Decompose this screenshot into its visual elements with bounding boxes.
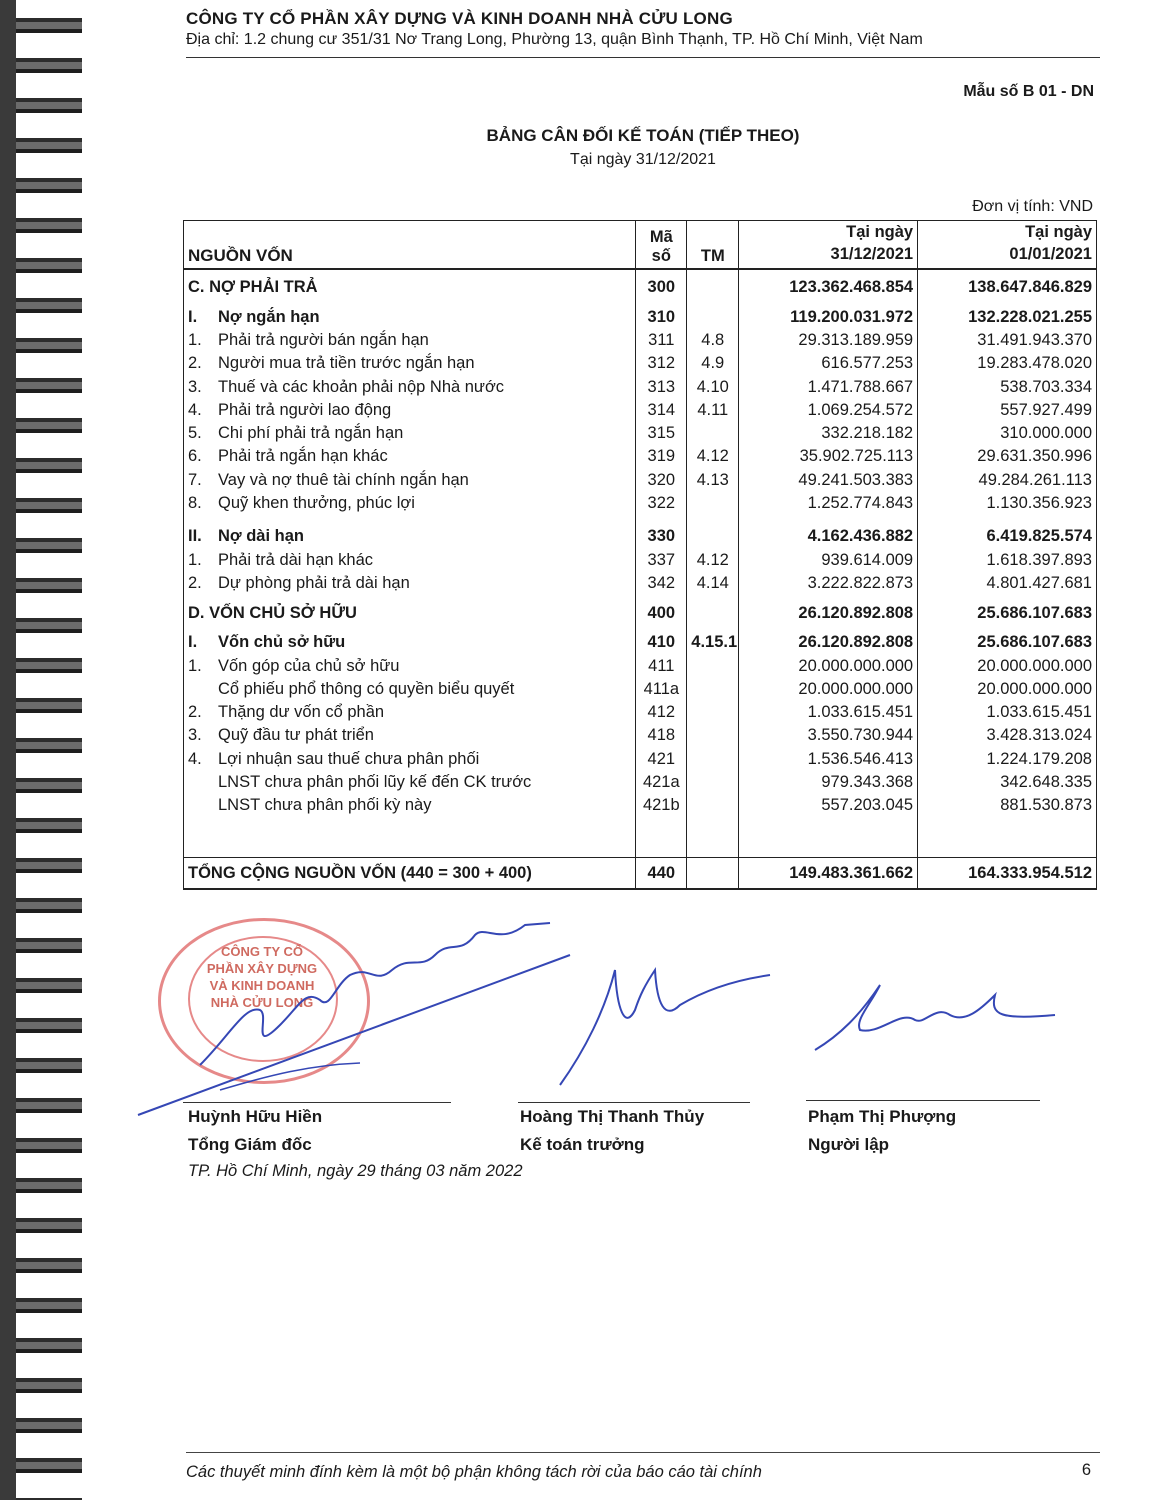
row-label: C. NỢ PHẢI TRẢ [188, 278, 318, 297]
place-date: TP. Hồ Chí Minh, ngày 29 tháng 03 năm 2022 [188, 1162, 523, 1180]
row-note [687, 654, 739, 677]
row-current-value: 979.343.368 [739, 771, 918, 794]
row-name-cell [184, 631, 636, 654]
spacer-cell [739, 515, 918, 525]
spacer-cell [687, 515, 739, 525]
row-note: 4.11 [687, 399, 739, 422]
signature-block-chief-accountant [520, 1107, 704, 1155]
row-current-value: 29.313.189.959 [739, 329, 918, 352]
currency-unit: Đơn vị tính: VND [972, 198, 1093, 215]
row-code: 342 [636, 572, 687, 595]
header-code-line2: số [651, 246, 671, 265]
row-index: II. [188, 527, 202, 546]
row-label: LNST chưa phân phối kỳ này [218, 796, 432, 815]
row-name-cell [184, 724, 636, 747]
table-row [184, 306, 1097, 329]
report-title: BẢNG CÂN ĐỐI KẾ TOÁN (TIẾP THEO) [486, 126, 800, 145]
row-note: 4.12 [687, 549, 739, 572]
table-row [184, 701, 1097, 724]
table-row [184, 748, 1097, 771]
row-previous-value: 881.530.873 [918, 794, 1097, 817]
row-name-cell [184, 525, 636, 548]
total-row [184, 858, 1097, 890]
row-current-value: 332.218.182 [739, 422, 918, 445]
row-previous-value: 25.686.107.683 [918, 595, 1097, 631]
header-previous-line2: 01/01/2021 [1009, 245, 1092, 264]
row-name-cell [184, 701, 636, 724]
table-row [184, 269, 1097, 306]
row-note [687, 748, 739, 771]
header-current-line1: Tại ngày [846, 223, 914, 241]
row-code: 320 [636, 469, 687, 492]
row-previous-value: 1.224.179.208 [918, 748, 1097, 771]
row-label: Phải trả người lao động [218, 400, 392, 419]
row-current-value: 3.222.822.873 [739, 572, 918, 595]
table-row [184, 469, 1097, 492]
row-current-value: 1.536.546.413 [739, 748, 918, 771]
row-code: 312 [636, 352, 687, 375]
table-row [184, 572, 1097, 595]
row-name-cell [184, 549, 636, 572]
row-name-cell [184, 329, 636, 352]
spacer-cell [918, 515, 1097, 525]
row-index: 4. [188, 400, 202, 419]
table-row [184, 549, 1097, 572]
row-label: Quỹ đầu tư phát triển [218, 726, 374, 745]
row-code: 337 [636, 549, 687, 572]
row-previous-value: 310.000.000 [918, 422, 1097, 445]
row-current-value: 35.902.725.113 [739, 445, 918, 468]
row-current-value: 1.033.615.451 [739, 701, 918, 724]
row-note [687, 794, 739, 817]
row-code: 319 [636, 445, 687, 468]
row-name-cell [184, 748, 636, 771]
row-note [687, 678, 739, 701]
total-code: 440 [636, 858, 687, 890]
row-note [687, 492, 739, 515]
signature-line-1 [183, 1102, 451, 1103]
total-note [687, 858, 739, 890]
row-note [687, 269, 739, 306]
row-label: Vay và nợ thuê tài chính ngắn hạn [218, 470, 469, 489]
signer-name: Huỳnh Hữu Hiền [188, 1107, 323, 1126]
table-row [184, 794, 1097, 817]
row-index: 2. [188, 354, 202, 373]
row-previous-value: 20.000.000.000 [918, 678, 1097, 701]
row-current-value: 119.200.031.972 [739, 306, 918, 329]
row-label: Chi phí phải trả ngắn hạn [218, 424, 404, 443]
row-current-value: 26.120.892.808 [739, 595, 918, 631]
row-code: 410 [636, 631, 687, 654]
row-code: 310 [636, 306, 687, 329]
row-previous-value: 6.419.825.574 [918, 525, 1097, 548]
row-note [687, 771, 739, 794]
spiral-binding [0, 0, 82, 1500]
spacer-cell [184, 515, 636, 525]
signer-role: Tổng Giám đốc [188, 1135, 312, 1154]
row-previous-value: 20.000.000.000 [918, 654, 1097, 677]
row-code: 418 [636, 724, 687, 747]
table-row [184, 654, 1097, 677]
row-label: Phải trả ngắn hạn khác [218, 447, 388, 466]
row-code: 315 [636, 422, 687, 445]
spacer-cell [918, 817, 1097, 858]
signer-role: Kế toán trưởng [520, 1135, 645, 1154]
table-row [184, 375, 1097, 398]
row-label: Thặng dư vốn cổ phần [218, 703, 385, 722]
row-index: I. [188, 633, 198, 652]
header-code-line1: Mã [649, 227, 673, 246]
row-name-cell [184, 399, 636, 422]
row-previous-value: 29.631.350.996 [918, 445, 1097, 468]
row-note [687, 306, 739, 329]
table-header-row [184, 221, 1097, 269]
spacer-row [184, 515, 1097, 525]
row-previous-value: 31.491.943.370 [918, 329, 1097, 352]
row-name-cell [184, 654, 636, 677]
row-current-value: 20.000.000.000 [739, 654, 918, 677]
table-row [184, 595, 1097, 631]
page-number: 6 [1081, 1461, 1091, 1479]
company-name: CÔNG TY CỔ PHẦN XÂY DỰNG VÀ KINH DOANH NHÀ CỬU LONG [186, 9, 733, 28]
spacer-cell [636, 817, 687, 858]
row-code: 421 [636, 748, 687, 771]
row-name-cell [184, 422, 636, 445]
row-code: 411 [636, 654, 687, 677]
row-label: Nợ dài hạn [218, 527, 304, 546]
signer-name: Phạm Thị Phượng [808, 1107, 957, 1126]
table-row [184, 525, 1097, 548]
row-index: 1. [188, 330, 202, 349]
row-name-cell [184, 595, 636, 631]
row-index: I. [188, 307, 198, 326]
row-label: LNST chưa phân phối lũy kế đến CK trước [218, 773, 532, 792]
header-divider [186, 57, 1100, 58]
row-previous-value: 1.618.397.893 [918, 549, 1097, 572]
table-row [184, 631, 1097, 654]
row-note [687, 595, 739, 631]
table-row [184, 329, 1097, 352]
row-code: 314 [636, 399, 687, 422]
total-current-value: 149.483.361.662 [739, 858, 918, 890]
row-note: 4.10 [687, 375, 739, 398]
row-label: Quỹ khen thưởng, phúc lợi [218, 494, 415, 513]
table-row [184, 352, 1097, 375]
signature-block-preparer [808, 1107, 956, 1155]
row-code: 322 [636, 492, 687, 515]
table-row [184, 724, 1097, 747]
row-label: Nợ ngắn hạn [218, 307, 320, 326]
row-index: 8. [188, 494, 202, 513]
row-note [687, 422, 739, 445]
row-previous-value: 19.283.478.020 [918, 352, 1097, 375]
row-current-value: 1.069.254.572 [739, 399, 918, 422]
row-index: 5. [188, 424, 202, 443]
row-previous-value: 3.428.313.024 [918, 724, 1097, 747]
row-note: 4.14 [687, 572, 739, 595]
row-label: D. VỐN CHỦ SỞ HỮU [188, 603, 357, 622]
header-current-line2: 31/12/2021 [830, 245, 914, 264]
row-current-value: 557.203.045 [739, 794, 918, 817]
signature-ceo [130, 915, 590, 1125]
row-current-value: 616.577.253 [739, 352, 918, 375]
row-name-cell [184, 771, 636, 794]
row-name-cell [184, 445, 636, 468]
row-label: Vốn chủ sở hữu [218, 633, 346, 652]
row-name-cell [184, 269, 636, 306]
signature-line-3 [806, 1100, 1040, 1101]
spacer-cell [739, 817, 918, 858]
row-label: Dự phòng phải trả dài hạn [218, 573, 410, 592]
row-code: 300 [636, 269, 687, 306]
row-label: Phải trả dài hạn khác [218, 550, 374, 569]
header-name: NGUỒN VỐN [184, 221, 636, 269]
row-label: Lợi nhuận sau thuế chưa phân phối [218, 749, 480, 768]
row-name-cell [184, 469, 636, 492]
row-previous-value: 138.647.846.829 [918, 269, 1097, 306]
row-index: 2. [188, 703, 202, 722]
footer-note: Các thuyết minh đính kèm là một bộ phận không tách rời của báo cáo tài chính [186, 1463, 762, 1481]
row-code: 330 [636, 525, 687, 548]
row-note [687, 701, 739, 724]
table-row [184, 771, 1097, 794]
row-previous-value: 49.284.261.113 [918, 469, 1097, 492]
total-label: TỔNG CỘNG NGUỒN VỐN (440 = 300 + 400) [184, 858, 636, 890]
row-code: 400 [636, 595, 687, 631]
row-name-cell [184, 306, 636, 329]
row-index: 7. [188, 470, 202, 489]
row-note: 4.13 [687, 469, 739, 492]
row-note [687, 525, 739, 548]
table-row [184, 445, 1097, 468]
header-note: TM [687, 221, 739, 269]
row-code: 313 [636, 375, 687, 398]
row-current-value: 20.000.000.000 [739, 678, 918, 701]
row-code: 411a [636, 678, 687, 701]
signature-preparer [800, 965, 1060, 1065]
row-previous-value: 1.130.356.923 [918, 492, 1097, 515]
row-name-cell [184, 352, 636, 375]
signer-role: Người lập [808, 1135, 890, 1154]
total-previous-value: 164.333.954.512 [918, 858, 1097, 890]
row-index: 3. [188, 377, 202, 396]
row-note: 4.15.1 [687, 631, 739, 654]
row-previous-value: 132.228.021.255 [918, 306, 1097, 329]
row-current-value: 939.614.009 [739, 549, 918, 572]
row-name-cell [184, 572, 636, 595]
row-note [687, 724, 739, 747]
row-previous-value: 557.927.499 [918, 399, 1097, 422]
signature-chief-accountant [545, 950, 775, 1090]
spacer-row [184, 817, 1097, 858]
row-note: 4.12 [687, 445, 739, 468]
row-label: Cổ phiếu phổ thông có quyền biểu quyết [218, 679, 515, 698]
row-label: Phải trả người bán ngắn hạn [218, 330, 429, 349]
row-current-value: 1.252.774.843 [739, 492, 918, 515]
table-row [184, 422, 1097, 445]
table-row [184, 678, 1097, 701]
row-index: 4. [188, 749, 202, 768]
row-name-cell [184, 794, 636, 817]
row-label: Thuế và các khoản phải nộp Nhà nước [218, 377, 505, 396]
header-previous-line1: Tại ngày [1025, 223, 1092, 241]
table-row [184, 399, 1097, 422]
report-date: Tại ngày 31/12/2021 [570, 151, 716, 168]
table-row [184, 492, 1097, 515]
row-index: 6. [188, 447, 202, 466]
row-code: 412 [636, 701, 687, 724]
row-name-cell [184, 678, 636, 701]
footer-divider [186, 1452, 1100, 1453]
header-previous [918, 221, 1097, 269]
row-code: 311 [636, 329, 687, 352]
row-name-cell [184, 492, 636, 515]
signature-line-2 [518, 1102, 750, 1103]
spacer-cell [636, 515, 687, 525]
row-previous-value: 25.686.107.683 [918, 631, 1097, 654]
row-previous-value: 1.033.615.451 [918, 701, 1097, 724]
form-code: Mẫu số B 01 - DN [963, 83, 1094, 100]
row-current-value: 49.241.503.383 [739, 469, 918, 492]
header-current [739, 221, 918, 269]
row-label: Vốn góp của chủ sở hữu [218, 656, 400, 675]
spacer-cell [687, 817, 739, 858]
row-index: 1. [188, 550, 202, 569]
spacer-cell [184, 817, 636, 858]
balance-sheet-table [183, 220, 1097, 890]
row-current-value: 4.162.436.882 [739, 525, 918, 548]
row-label: Người mua trả tiền trước ngắn hạn [218, 354, 475, 373]
row-current-value: 26.120.892.808 [739, 631, 918, 654]
row-index: 1. [188, 656, 202, 675]
row-note: 4.9 [687, 352, 739, 375]
company-address: Địa chỉ: 1.2 chung cư 351/31 Nơ Trang Long, Phường 13, quận Bình Thạnh, TP. Hồ Chí Minh, Việt Nam [186, 31, 923, 48]
row-current-value: 123.362.468.854 [739, 269, 918, 306]
signature-block-ceo [188, 1107, 322, 1155]
header-code [636, 221, 687, 269]
stamp-text: CÔNG TY CỔ PHẦN XÂY DỰNG VÀ KINH DOANH NHÀ CỬU LONG [206, 944, 318, 1010]
row-code: 421a [636, 771, 687, 794]
row-current-value: 1.471.788.667 [739, 375, 918, 398]
row-name-cell [184, 375, 636, 398]
row-current-value: 3.550.730.944 [739, 724, 918, 747]
document-header [186, 9, 1100, 49]
signer-name: Hoàng Thị Thanh Thủy [520, 1107, 705, 1126]
row-previous-value: 342.648.335 [918, 771, 1097, 794]
row-index: 2. [188, 573, 202, 592]
row-previous-value: 538.703.334 [918, 375, 1097, 398]
row-index: 3. [188, 726, 202, 745]
row-code: 421b [636, 794, 687, 817]
row-previous-value: 4.801.427.681 [918, 572, 1097, 595]
row-note: 4.8 [687, 329, 739, 352]
